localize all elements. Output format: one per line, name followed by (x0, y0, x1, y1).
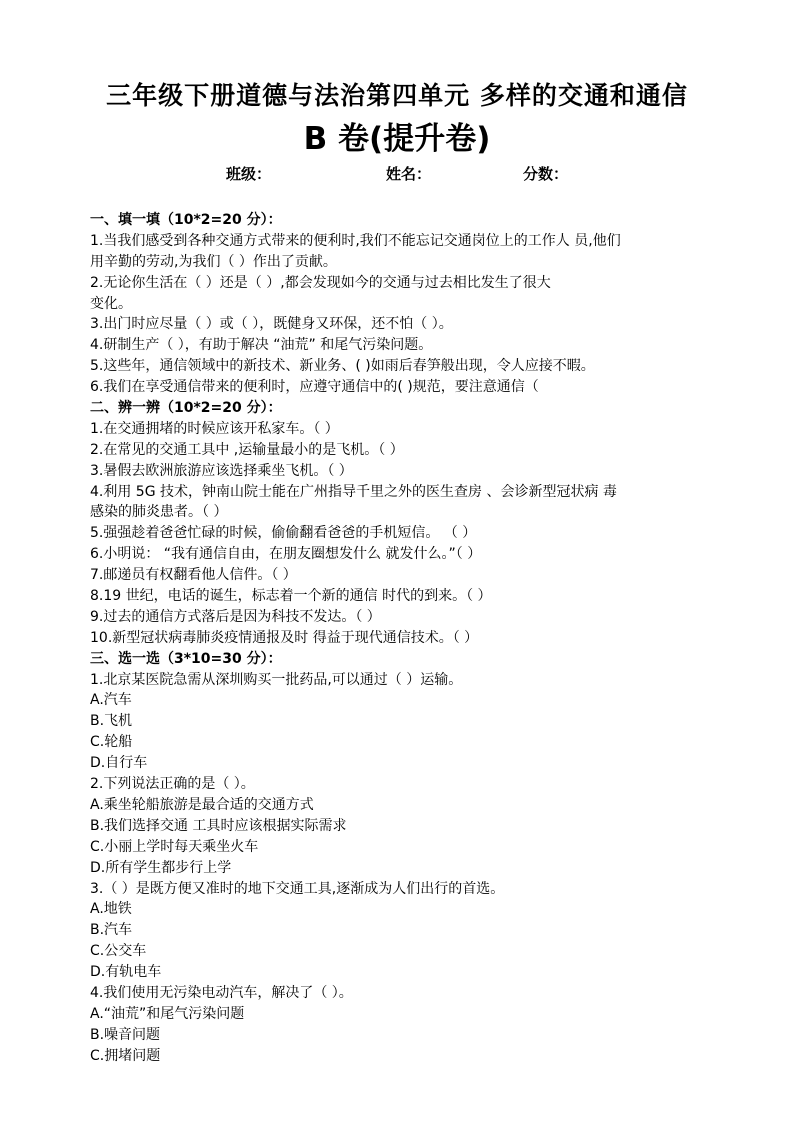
question-line: A.乘坐轮船旅游是最合适的交通方式 (90, 796, 314, 813)
question-line: A.地铁 (90, 901, 132, 918)
question-line: A.“油荒”和尾气污染问题 (90, 1005, 245, 1022)
question-line: 2.在常见的交通工具中 ,运输量最小的是飞机。（ ） (90, 441, 404, 458)
question-content (90, 210, 710, 1067)
question-line: 感染的肺炎患者。（ ） (90, 504, 228, 521)
page-subtitle: B 卷(提升卷) (303, 121, 491, 157)
question-line: B.汽车 (90, 922, 133, 939)
question-line: 4.研制生产（ ），有助于解决 “油荒” 和尾气污染问题。 (90, 337, 433, 354)
question-line: 4.我们使用无污染电动汽车，解决了（ ）。 (90, 984, 353, 1001)
question-line: 8.19 世纪，电话的诞生，标志着一个新的通信 时代的到来。（ ） (90, 588, 492, 605)
question-line: 2.无论你生活在（ ）还是（ ）,都会发现如今的交通与过去相比发生了很大 (90, 274, 551, 291)
question-line: 1.在交通拥堵的时候应该开私家车。（ ） (90, 420, 339, 437)
question-line: 5.这些年，通信领域中的新技术、新业务、( )如雨后春笋般出现，令人应接不暇。 (90, 358, 595, 375)
question-line: C.拥堵问题 (90, 1047, 161, 1064)
question-line: 3.出门时应尽量（ ）或（ ），既健身又环保，还不怕（ ）。 (90, 316, 453, 333)
score-label: 分数： (523, 165, 569, 183)
section-heading: 二、辨一辨（10*2=20 分）： (90, 400, 282, 417)
class-label: 班级： (226, 165, 272, 183)
section-heading: 一、填一填（10*2=20 分）： (90, 212, 282, 228)
question-line: 1.北京某医院急需从深圳购买一批药品,可以通过（ ）运输。 (90, 671, 463, 688)
question-line: 5.强强趁着爸爸忙碌的时候，偷偷翻看爸爸的手机短信。 （ ） (90, 525, 477, 542)
question-line: 变化。 (90, 295, 132, 312)
question-line: 9.过去的通信方式落后是因为科技不发达。（ ） (90, 608, 381, 625)
question-line: C.轮船 (90, 734, 133, 751)
question-line: C.公交车 (90, 943, 147, 960)
question-line: 10.新型冠状病毒肺炎疫情通报及时 得益于现代通信技术。（ ） (90, 629, 479, 646)
page-title: 三年级下册道德与法治第四单元 多样的交通和通信 (106, 81, 688, 110)
question-line: C.小丽上学时每天乘坐火车 (90, 838, 259, 855)
section-heading: 三、选一选（3*10=30 分）： (90, 650, 282, 667)
question-line: D.有轨电车 (90, 964, 162, 981)
question-line: 1.当我们感受到各种交通方式带来的便利时,我们不能忘记交通岗位上的工作人 员,他们 (90, 232, 621, 249)
question-line: D.所有学生都步行上学 (90, 859, 232, 876)
question-line: 7.邮递员有权翻看他人信件。（ ） (90, 567, 297, 584)
question-line: A.汽车 (90, 692, 132, 709)
name-label: 姓名： (386, 165, 432, 183)
question-line: B.飞机 (90, 713, 133, 730)
question-line: D.自行车 (90, 755, 148, 772)
question-line: B.我们选择交通 工具时应该根据实际需求 (90, 817, 347, 834)
question-line: 2.下列说法正确的是（ ）。 (90, 776, 255, 793)
question-line: B.噪音问题 (90, 1026, 161, 1043)
question-line: 4.利用 5G 技术，钟南山院士能在广州指导千里之外的医生查房 、会诊新型冠状病 毒 (90, 483, 617, 500)
question-line: 3.暑假去欧洲旅游应该选择乘坐飞机。（ ） (90, 462, 353, 479)
question-line: 用辛勤的劳动,为我们（ ）作出了贡献。 (90, 253, 337, 270)
question-line: 6.我们在享受通信带来的便利时，应遵守通信中的( )规范，要注意通信（ (90, 379, 539, 396)
question-line: 3.（ ）是既方便又准时的地下交通工具,逐渐成为人们出行的首选。 (90, 880, 505, 897)
question-line: 6.小明说： “我有通信自由，在朋友圈想发什么 就发什么。”（ ） (90, 546, 482, 563)
